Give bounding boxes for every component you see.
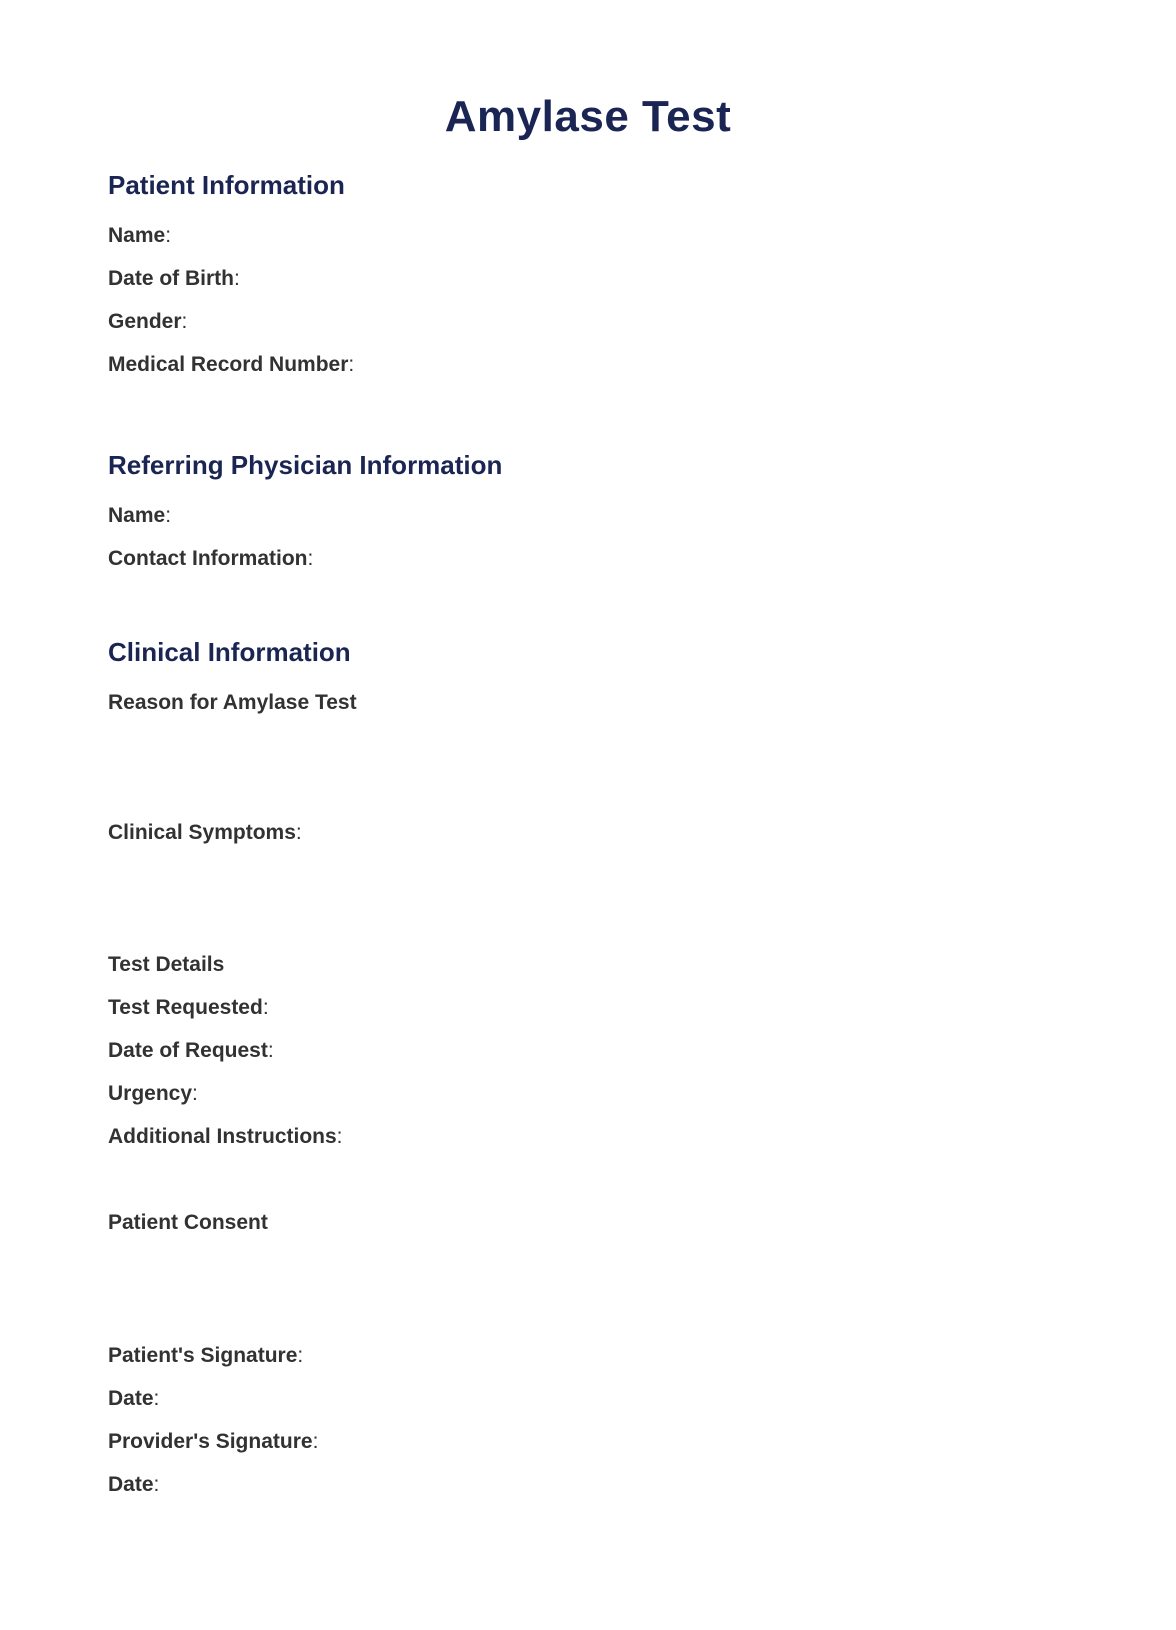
field-gender (108, 311, 1068, 333)
field-colon: : (297, 1344, 304, 1367)
field-colon: : (267, 1039, 274, 1062)
field-label: Date (108, 1473, 154, 1496)
field-date-of-birth (108, 268, 1068, 290)
field-label: Clinical Symptoms (108, 821, 296, 844)
field-colon: : (181, 310, 188, 333)
field-label: Reason for Amylase Test (108, 691, 357, 714)
writing-space-reason (108, 735, 1068, 822)
field-date-of-request (108, 1040, 1068, 1062)
writing-space-symptoms (108, 865, 1068, 954)
field-providers-signature (108, 1431, 1068, 1453)
field-label: Name (108, 504, 166, 527)
field-patient-signature-date (108, 1388, 1068, 1410)
field-colon: : (307, 547, 314, 570)
field-label: Contact Information (108, 547, 308, 570)
field-additional-instructions (108, 1126, 1068, 1148)
field-patient-name (108, 225, 1068, 247)
field-reason-for-amylase-test (108, 692, 1068, 714)
field-label: Medical Record Number (108, 353, 349, 376)
subheading-patient-consent (108, 1212, 1068, 1234)
field-colon: : (192, 1082, 198, 1105)
section-heading-patient-information: Patient Information (108, 170, 345, 200)
field-colon: : (336, 1125, 343, 1148)
field-label: Patient Consent (108, 1211, 268, 1234)
field-provider-signature-date (108, 1474, 1068, 1496)
field-colon: : (295, 821, 302, 844)
field-colon: : (165, 224, 172, 247)
field-label: Urgency (108, 1082, 193, 1105)
field-label: Patient's Signature (108, 1344, 298, 1367)
field-colon: : (348, 353, 355, 376)
field-patients-signature (108, 1345, 1068, 1367)
field-contact-information (108, 548, 1068, 570)
field-colon: : (153, 1387, 160, 1410)
field-colon: : (262, 996, 269, 1019)
field-label: Date (108, 1387, 154, 1410)
writing-space-consent (108, 1255, 1068, 1345)
field-label: Test Requested (108, 996, 263, 1019)
field-colon: : (165, 504, 172, 527)
field-test-requested (108, 997, 1068, 1019)
field-label: Test Details (108, 953, 225, 976)
subheading-test-details (108, 954, 1068, 976)
field-label: Date of Request (108, 1039, 268, 1062)
field-colon: : (153, 1473, 160, 1496)
section-heading-clinical-information: Clinical Information (108, 637, 351, 667)
writing-space-instructions (108, 1169, 1068, 1212)
field-medical-record-number (108, 354, 1068, 376)
field-colon: : (312, 1430, 319, 1453)
field-label: Name (108, 224, 166, 247)
field-label: Gender (108, 310, 182, 333)
field-physician-name (108, 505, 1068, 527)
field-label: Additional Instructions (108, 1125, 337, 1148)
field-clinical-symptoms (108, 822, 1068, 844)
field-colon: : (234, 267, 240, 290)
page-title: Amylase Test (444, 92, 732, 141)
field-label: Provider's Signature (108, 1430, 313, 1453)
field-label: Date of Birth (108, 267, 234, 290)
section-heading-referring-physician: Referring Physician Information (108, 450, 503, 480)
field-urgency (108, 1083, 1068, 1105)
